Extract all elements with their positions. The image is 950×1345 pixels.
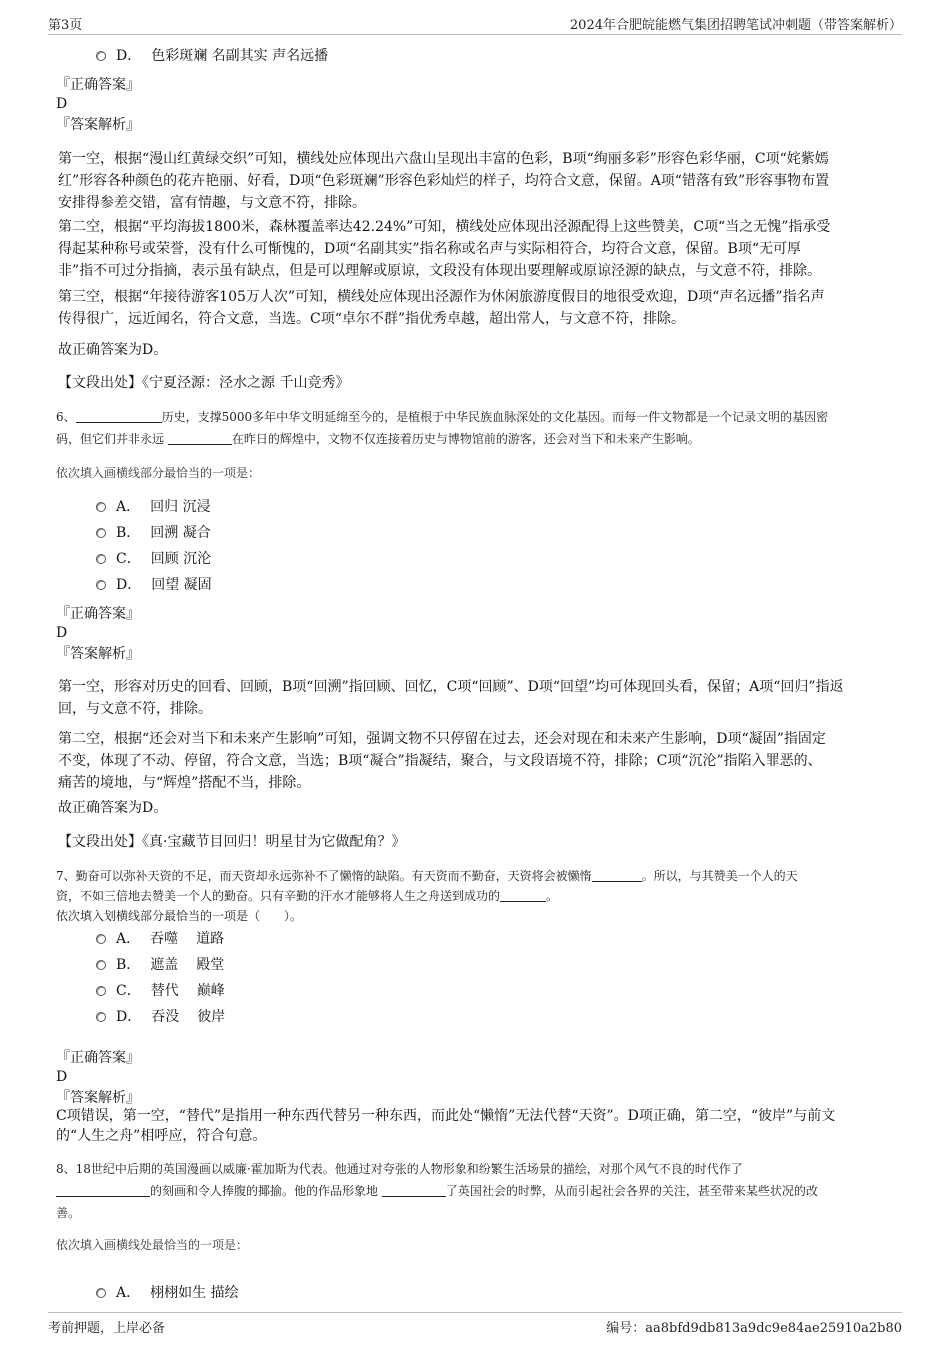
q5-analysis-para-3: 第三空，根据“年接待游客105万人次”可知，横线处应体现出泾源作为休闲旅游度假目的地很受欢迎，D项“声名远播”指名声 传得很广，远近闻名，符合文意，当选。C项“卓尔不群”指优秀卓越，超出常人，与文意不符，排除。 [58, 289, 825, 327]
fill-blank [76, 408, 162, 423]
fill-blank [500, 887, 546, 902]
analysis-label: 『答案解析』 [56, 646, 140, 662]
fill-blank [56, 1182, 150, 1197]
q7-stem: 7、勤奋可以弥补天资的不足，而天资却永远弥补不了懒惰的缺陷。有天资而不勤奋，天资将会被懒惰 。所以，与其赞美一个人的天 资，不如三倍地去赞美一个人的勤奋。只有辛勤的汗水才能够将人生之舟送到成功的 。 依次填入划横线部分最恰当的一项是（ ）。 [56, 866, 896, 926]
q6-option-c[interactable]: C． 回顾 沉沦 [96, 549, 211, 569]
answer-value: D [56, 1069, 68, 1085]
answer-label: 『正确答案』 [56, 77, 140, 93]
q6-conclusion: 故正确答案为D。 [58, 800, 168, 816]
document-title: 2024年合肥皖能燃气集团招聘笔试冲刺题（带答案解析） [569, 18, 902, 33]
q5-source: 【文段出处】《宁夏泾源：泾水之源 千山竞秀》 [58, 375, 350, 391]
q6-analysis-para-2: 第二空，根据“还会对当下和未来产生影响”可知，强调文物不只停留在过去，还会对现在和未来产生影响，D项“凝固”指固定 不变，体现了不动、停留，符合文意，当选；B项“凝合”指凝结，聚合，与文段语境不符，排除；C项“沉沦”指陷入罪恶的、 痛苦的境地，与“辉煌”搭配不当，排除。 [58, 731, 826, 791]
answer-label: 『正确答案』 [56, 606, 140, 622]
q8-option-a[interactable]: A． 栩栩如生 描绘 [96, 1283, 239, 1303]
q6-prompt: 依次填入画横线部分最恰当的一项是： [56, 466, 261, 480]
q7-prompt: 依次填入划横线部分最恰当的一项是（ ）。 [56, 909, 303, 923]
q7-option-c[interactable]: C． 替代 巅峰 [96, 981, 225, 1001]
fill-blank [168, 430, 232, 445]
q6-option-a[interactable]: A． 回归 沉浸 [96, 497, 211, 517]
q7-option-a[interactable]: A． 吞噬 道路 [96, 929, 224, 949]
q8-prompt: 依次填入画横线处最恰当的一项是： [56, 1238, 249, 1252]
page-footer [48, 1312, 902, 1338]
q5-conclusion: 故正确答案为D。 [58, 342, 168, 358]
radio-icon[interactable] [96, 554, 106, 564]
answer-value: D [56, 96, 68, 112]
radio-icon[interactable] [96, 934, 106, 944]
radio-icon[interactable] [96, 502, 106, 512]
radio-icon[interactable] [96, 986, 106, 996]
q6-source: 【文段出处】《真·宝藏节目回归！明星甘为它做配角？》 [58, 834, 406, 850]
radio-icon[interactable] [96, 1288, 106, 1298]
q5-analysis-para-2: 第二空，根据“平均海拔1800米，森林覆盖率达42.24%”可知，横线处应体现出泾源配得上这些赞美，C项“当之无愧”指承受 得起某种称号或荣誉，没有什么可惭愧的，D项“名副其实”指名称或名声与实际相符合，均符合文意，保留。B项“无可厚 非”指不可过分指摘，表示虽有缺点，但是可以理解或原谅，文段没有体现出要理解或原谅泾源的缺点，与文意不符，排除。 [58, 219, 831, 279]
radio-icon[interactable] [96, 960, 106, 970]
analysis-label: 『答案解析』 [56, 1090, 140, 1106]
q6-option-d[interactable]: D． 回望 凝固 [96, 575, 212, 595]
answer-value: D [56, 625, 68, 641]
q5-option-d[interactable]: D． 色彩斑斓 名副其实 声名远播 [96, 46, 328, 66]
radio-icon[interactable] [96, 528, 106, 538]
q5-analysis-para-1: 第一空，根据“漫山红黄绿交织”可知，横线处应体现出六盘山呈现出丰富的色彩，B项“绚丽多彩”形容色彩华丽，C项“姹紫嫣 红”形容各种颜色的花卉艳丽、好看，D项“色彩斑斓”形容色彩灿烂的样子，均符合文意，保留。A项“错落有致”形容事物布置 安排得参差交错，富有情趣，与文意不符，排除。 [58, 151, 830, 211]
page-number: 第3页 [48, 18, 83, 33]
q7-option-b[interactable]: B． 遮盖 殿堂 [96, 955, 224, 975]
q6-analysis-para-1: 第一空，形容对历史的回看、回顾，B项“回溯”指回顾、回忆，C项“回顾”、D项“回望”均可体现回头看，保留；A项“回归”指返 回，与文意不符，排除。 [58, 679, 844, 717]
q7-option-d[interactable]: D． 吞没 彼岸 [96, 1007, 225, 1027]
document-id: 编号：aa8bfd9db813a9dc9e84ae25910a2b80 [606, 1321, 902, 1336]
radio-icon[interactable] [96, 1012, 106, 1022]
q6-option-b[interactable]: B． 回溯 凝合 [96, 523, 211, 543]
q6-stem: 6、 历史，支撑5000多年中华文明延绵至今的，是植根于中华民族血脉深处的文化基因。而每一件文物都是一个记录文明的基因密 码，但它们并非永远 在昨日的辉煌中，文物不仅连接着历史与博物馆前的游客，还会对当下和未来产生影响。 [56, 410, 829, 446]
page-header [48, 14, 902, 35]
fill-blank [382, 1182, 446, 1197]
fill-blank [592, 867, 642, 882]
answer-label: 『正确答案』 [56, 1050, 140, 1066]
radio-icon[interactable] [96, 51, 106, 61]
q8-stem: 8、18世纪中后期的英国漫画以威廉·霍加斯为代表。他通过对夸张的人物形象和纷繁生活场景的描绘，对那个风气不良的时代作了 的刻画和令人捧腹的揶揄。他的作品形象地 了英国社会的时弊，从而引起社会各界的关注，甚至带来某些状况的改 善。 [56, 1162, 818, 1220]
footer-slogan: 考前押题，上岸必备 [48, 1321, 166, 1336]
q7-analysis: C项错误，第一空，“替代”是指用一种东西代替另一种东西，而此处“懒惰”无法代替“天资”。D项正确，第二空，“彼岸”与前文 的“人生之舟”相呼应，符合句意。 [56, 1108, 836, 1144]
radio-icon[interactable] [96, 580, 106, 590]
analysis-label: 『答案解析』 [56, 117, 140, 133]
